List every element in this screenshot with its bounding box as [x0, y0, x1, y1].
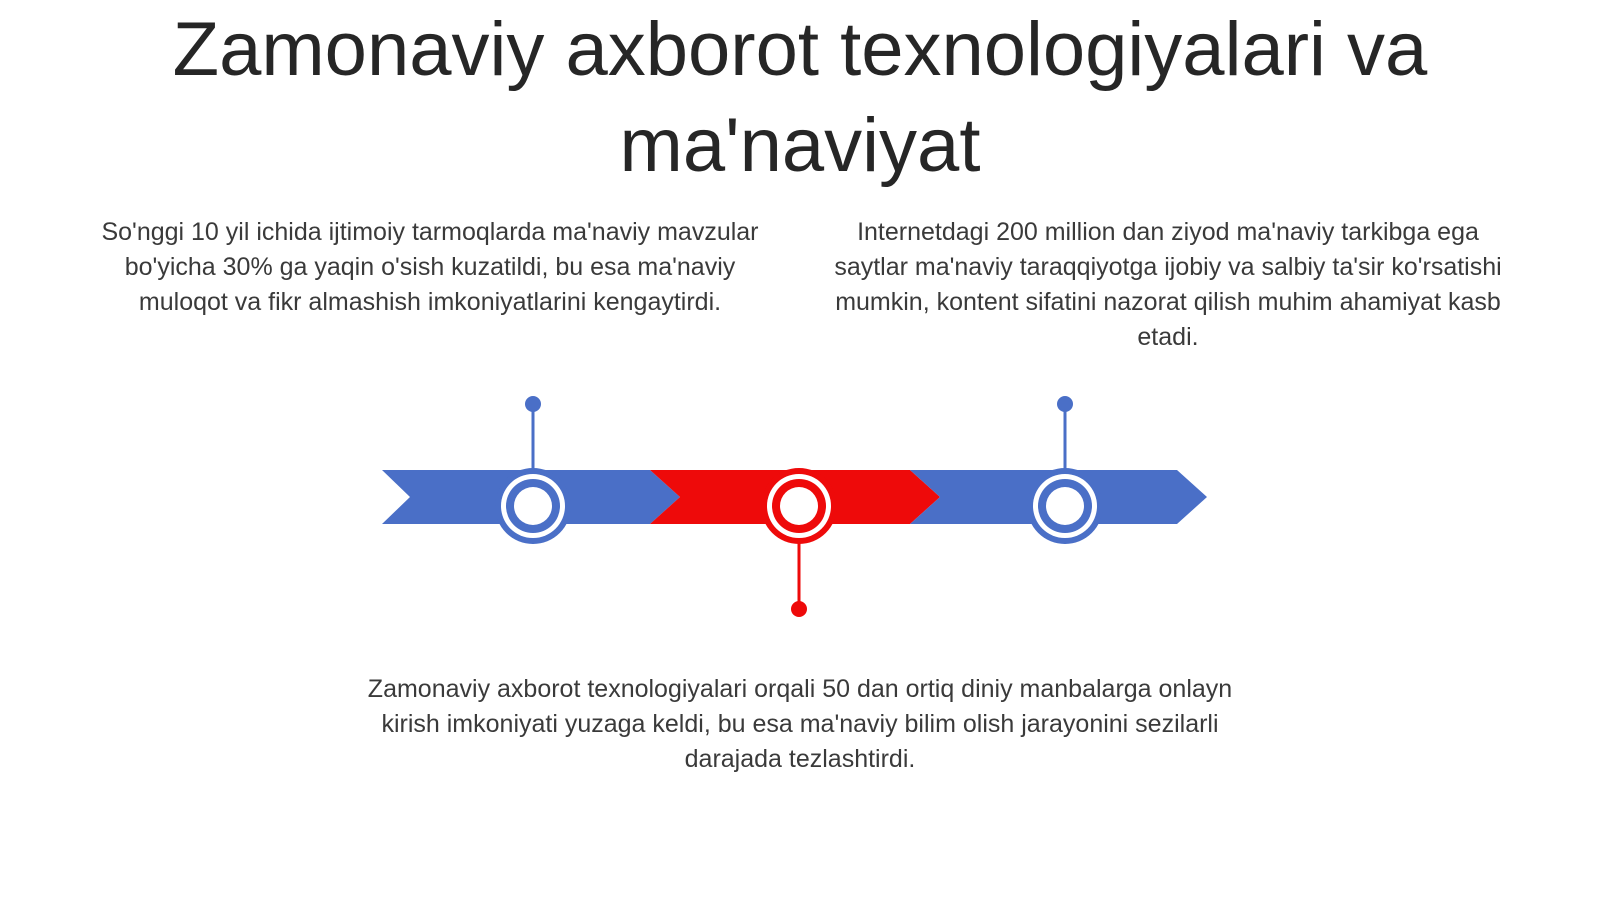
timeline-text-left: So'nggi 10 yil ichida ijtimoiy tarmoqlarda ma'naviy mavzular bo'yicha 30% ga yaqin o'sish kuzatildi, bu esa ma'naviy muloqot va fikr almashish imkoniyatlarini kengaytirdi.	[101, 218, 759, 316]
marker-3-center	[1046, 487, 1084, 525]
marker-1-center	[514, 487, 552, 525]
marker-3-dot	[1057, 396, 1073, 412]
marker-2-dot	[791, 601, 807, 617]
marker-1-dot	[525, 396, 541, 412]
timeline-text-right: Internetdagi 200 million dan ziyod ma'naviy tarkibga ega saytlar ma'naviy taraqqiyotga ijobiy va salbiy ta'sir ko'rsatishi mumkin, kontent sifatini nazorat qilish muhim ahamiyat kasb etadi.	[834, 218, 1502, 351]
timeline-text-bottom: Zamonaviy axborot texnologiyalari orqali 50 dan ortiq diniy manbalarga onlayn kirish imkoniyati yuzaga keldi, bu esa ma'naviy bilim olish jarayonini sezilarli darajada tezlashtirdi.	[367, 675, 1233, 773]
marker-2-center	[780, 487, 818, 525]
slide-title: Zamonaviy axborot texnologiyalari va ma'naviyat	[172, 7, 1428, 188]
